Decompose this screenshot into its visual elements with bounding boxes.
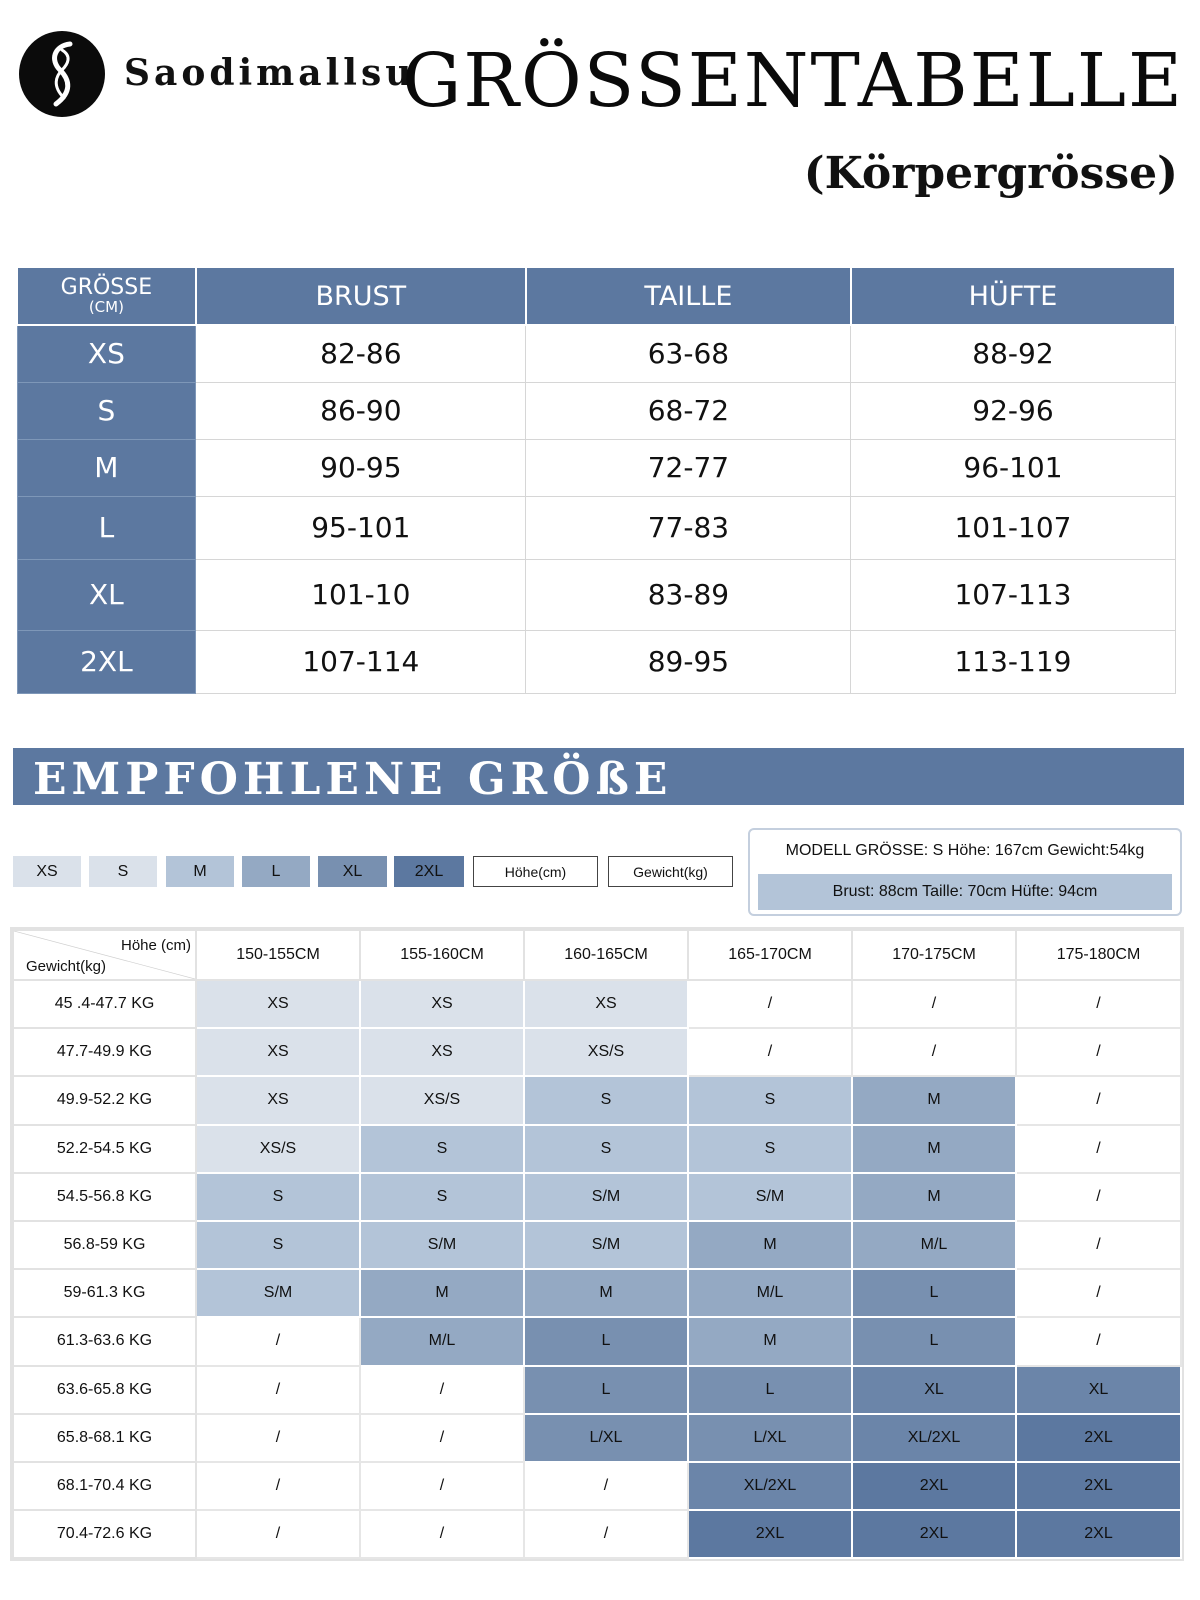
legend-xl: XL — [318, 856, 387, 887]
weight-row-label: 63.6-65.8 KG — [13, 1366, 196, 1414]
recommendation-cell: L — [852, 1269, 1016, 1317]
recommendation-cell: / — [524, 1462, 688, 1510]
height-column-header: 175-180CM — [1016, 930, 1181, 980]
page-subtitle: (Körpergrösse) — [803, 148, 1178, 199]
table-row — [13, 1317, 1181, 1365]
recommendation-cell: / — [688, 1028, 852, 1076]
recommendation-cell: M — [688, 1221, 852, 1269]
recommendation-cell: L — [524, 1366, 688, 1414]
recommendation-cell: / — [360, 1462, 524, 1510]
legend-l: L — [242, 856, 310, 887]
recommend-banner — [13, 748, 1184, 805]
recommendation-body — [13, 980, 1181, 1558]
recommendation-cell: S/M — [196, 1269, 360, 1317]
size-table — [16, 266, 1176, 694]
recommendation-cell: / — [852, 980, 1016, 1028]
huefte-cell: 96-101 — [851, 439, 1175, 496]
recommendation-cell: / — [196, 1414, 360, 1462]
table-row — [13, 1076, 1181, 1124]
table-row — [17, 439, 1175, 496]
taille-cell: 63-68 — [526, 325, 851, 382]
recommendation-cell: S — [196, 1221, 360, 1269]
legend-weight: Gewicht(kg) — [608, 856, 733, 887]
recommendation-cell: M — [524, 1269, 688, 1317]
recommendation-cell: 2XL — [688, 1510, 852, 1558]
recommendation-cell: S — [524, 1076, 688, 1124]
brust-cell: 86-90 — [196, 382, 526, 439]
recommendation-cell: S — [360, 1125, 524, 1173]
header-taille: TAILLE — [526, 267, 851, 325]
recommendation-cell: L/XL — [688, 1414, 852, 1462]
recommendation-cell: L — [688, 1366, 852, 1414]
corner-weight-label: Gewicht(kg) — [26, 958, 107, 975]
recommendation-cell: 2XL — [852, 1462, 1016, 1510]
taille-cell: 72-77 — [526, 439, 851, 496]
weight-row-label: 61.3-63.6 KG — [13, 1317, 196, 1365]
weight-row-label: 47.7-49.9 KG — [13, 1028, 196, 1076]
recommendation-cell: / — [688, 980, 852, 1028]
recommendation-cell: XS — [196, 1076, 360, 1124]
huefte-cell: 101-107 — [851, 496, 1175, 559]
table-row — [13, 1028, 1181, 1076]
table-row — [13, 1462, 1181, 1510]
recommendation-cell: S/M — [524, 1221, 688, 1269]
recommendation-cell: S/M — [360, 1221, 524, 1269]
recommendation-cell: M/L — [852, 1221, 1016, 1269]
recommendation-cell: / — [1016, 1269, 1181, 1317]
weight-row-label: 68.1-70.4 KG — [13, 1462, 196, 1510]
weight-row-label: 54.5-56.8 KG — [13, 1173, 196, 1221]
brust-cell: 82-86 — [196, 325, 526, 382]
weight-row-label: 49.9-52.2 KG — [13, 1076, 196, 1124]
weight-row-label: 56.8-59 KG — [13, 1221, 196, 1269]
legend-s: S — [89, 856, 157, 887]
recommendation-cell: S/M — [524, 1173, 688, 1221]
size-cell: XS — [17, 325, 196, 382]
recommendation-cell: XS/S — [360, 1076, 524, 1124]
recommendation-cell: XS — [360, 980, 524, 1028]
header-size-unit: (CM) — [88, 298, 124, 316]
weight-row-label: 52.2-54.5 KG — [13, 1125, 196, 1173]
brust-cell: 95-101 — [196, 496, 526, 559]
recommendation-cell: / — [1016, 1076, 1181, 1124]
recommendation-cell: XS — [196, 1028, 360, 1076]
recommendation-cell: 2XL — [1016, 1510, 1181, 1558]
recommend-banner-title: EMPFOHLENE GRÖßE — [33, 754, 673, 805]
recommendation-cell: M — [688, 1317, 852, 1365]
recommendation-cell: / — [196, 1510, 360, 1558]
header-huefte: HÜFTE — [851, 267, 1175, 325]
size-cell: S — [17, 382, 196, 439]
header-size — [17, 267, 196, 325]
recommendation-header — [13, 930, 1181, 980]
legend-height: Höhe(cm) — [473, 856, 598, 887]
model-info-box — [748, 828, 1182, 916]
recommendation-cell: M — [852, 1125, 1016, 1173]
table-row — [13, 1366, 1181, 1414]
legend-2xl: 2XL — [394, 856, 464, 887]
brust-cell: 90-95 — [196, 439, 526, 496]
recommendation-cell: XL/2XL — [852, 1414, 1016, 1462]
recommendation-cell: / — [1016, 980, 1181, 1028]
recommendation-cell: M/L — [360, 1317, 524, 1365]
recommendation-cell: 2XL — [852, 1510, 1016, 1558]
recommendation-cell: S — [688, 1125, 852, 1173]
recommendation-cell: / — [360, 1510, 524, 1558]
brust-cell: 107-114 — [196, 630, 526, 693]
recommendation-cell: XS — [524, 980, 688, 1028]
recommendation-cell: / — [196, 1462, 360, 1510]
huefte-cell: 107-113 — [851, 559, 1175, 630]
recommendation-cell: XL — [852, 1366, 1016, 1414]
table-row — [17, 630, 1175, 693]
legend-xs: XS — [13, 856, 81, 887]
legend-m: M — [166, 856, 234, 887]
recommendation-cell: S — [196, 1173, 360, 1221]
recommendation-cell: M — [852, 1076, 1016, 1124]
corner-header — [13, 930, 196, 980]
size-cell: XL — [17, 559, 196, 630]
height-column-header: 170-175CM — [852, 930, 1016, 980]
recommendation-cell: / — [1016, 1221, 1181, 1269]
taille-cell: 89-95 — [526, 630, 851, 693]
brand-name: Saodimallsu — [124, 52, 416, 94]
huefte-cell: 113-119 — [851, 630, 1175, 693]
recommendation-cell: XL — [1016, 1366, 1181, 1414]
table-row — [13, 1125, 1181, 1173]
height-column-header: 155-160CM — [360, 930, 524, 980]
table-row — [13, 1173, 1181, 1221]
recommendation-cell: / — [196, 1366, 360, 1414]
recommendation-cell: / — [196, 1317, 360, 1365]
recommendation-cell: XS — [196, 980, 360, 1028]
recommendation-cell: M — [360, 1269, 524, 1317]
recommendation-cell: XS/S — [524, 1028, 688, 1076]
taille-cell: 68-72 — [526, 382, 851, 439]
table-row — [13, 1510, 1181, 1558]
page-title: GRÖSSENTABELLE — [402, 38, 1184, 124]
size-cell: M — [17, 439, 196, 496]
huefte-cell: 88-92 — [851, 325, 1175, 382]
model-size-info: MODELL GRÖSSE: S Höhe: 167cm Gewicht:54kg — [785, 842, 1145, 859]
height-column-header: 160-165CM — [524, 930, 688, 980]
recommendation-cell: L — [852, 1317, 1016, 1365]
header-brust: BRUST — [196, 267, 526, 325]
recommendation-cell: / — [1016, 1028, 1181, 1076]
recommendation-cell: XS — [360, 1028, 524, 1076]
corner-height-label: Höhe (cm) — [120, 937, 191, 954]
height-column-header: 150-155CM — [196, 930, 360, 980]
recommendation-cell: / — [1016, 1125, 1181, 1173]
recommendation-cell: S — [524, 1125, 688, 1173]
recommendation-cell: XL/2XL — [688, 1462, 852, 1510]
weight-row-label: 45 .4-47.7 KG — [13, 980, 196, 1028]
recommendation-cell: XS/S — [196, 1125, 360, 1173]
recommendation-cell: / — [524, 1510, 688, 1558]
recommendation-cell: S — [360, 1173, 524, 1221]
table-row — [13, 1414, 1181, 1462]
recommendation-cell: L — [524, 1317, 688, 1365]
height-column-header: 165-170CM — [688, 930, 852, 980]
recommendation-cell: 2XL — [1016, 1414, 1181, 1462]
recommendation-cell: M/L — [688, 1269, 852, 1317]
size-cell: 2XL — [17, 630, 196, 693]
recommendation-cell: S/M — [688, 1173, 852, 1221]
recommendation-cell: M — [852, 1173, 1016, 1221]
recommendation-cell: / — [360, 1366, 524, 1414]
recommendation-cell: / — [360, 1414, 524, 1462]
size-table-header — [17, 267, 1175, 325]
table-row — [17, 382, 1175, 439]
recommendation-cell: 2XL — [1016, 1462, 1181, 1510]
table-row — [17, 496, 1175, 559]
taille-cell: 83-89 — [526, 559, 851, 630]
table-row — [13, 1269, 1181, 1317]
s-swirl-logo-icon — [18, 30, 106, 118]
weight-row-label: 59-61.3 KG — [13, 1269, 196, 1317]
recommendation-cell: / — [1016, 1173, 1181, 1221]
recommendation-cell: / — [1016, 1317, 1181, 1365]
brust-cell: 101-10 — [196, 559, 526, 630]
recommendation-cell: L/XL — [524, 1414, 688, 1462]
table-row — [17, 559, 1175, 630]
weight-row-label: 65.8-68.1 KG — [13, 1414, 196, 1462]
header-size-label: GRÖSSE — [60, 275, 153, 300]
taille-cell: 77-83 — [526, 496, 851, 559]
model-measurements: Brust: 88cm Taille: 70cm Hüfte: 94cm — [758, 874, 1172, 910]
recommendation-table — [12, 929, 1182, 1559]
size-cell: L — [17, 496, 196, 559]
huefte-cell: 92-96 — [851, 382, 1175, 439]
table-row — [13, 1221, 1181, 1269]
table-row — [17, 325, 1175, 382]
weight-row-label: 70.4-72.6 KG — [13, 1510, 196, 1558]
table-row — [13, 980, 1181, 1028]
recommendation-cell: / — [852, 1028, 1016, 1076]
recommendation-cell: S — [688, 1076, 852, 1124]
